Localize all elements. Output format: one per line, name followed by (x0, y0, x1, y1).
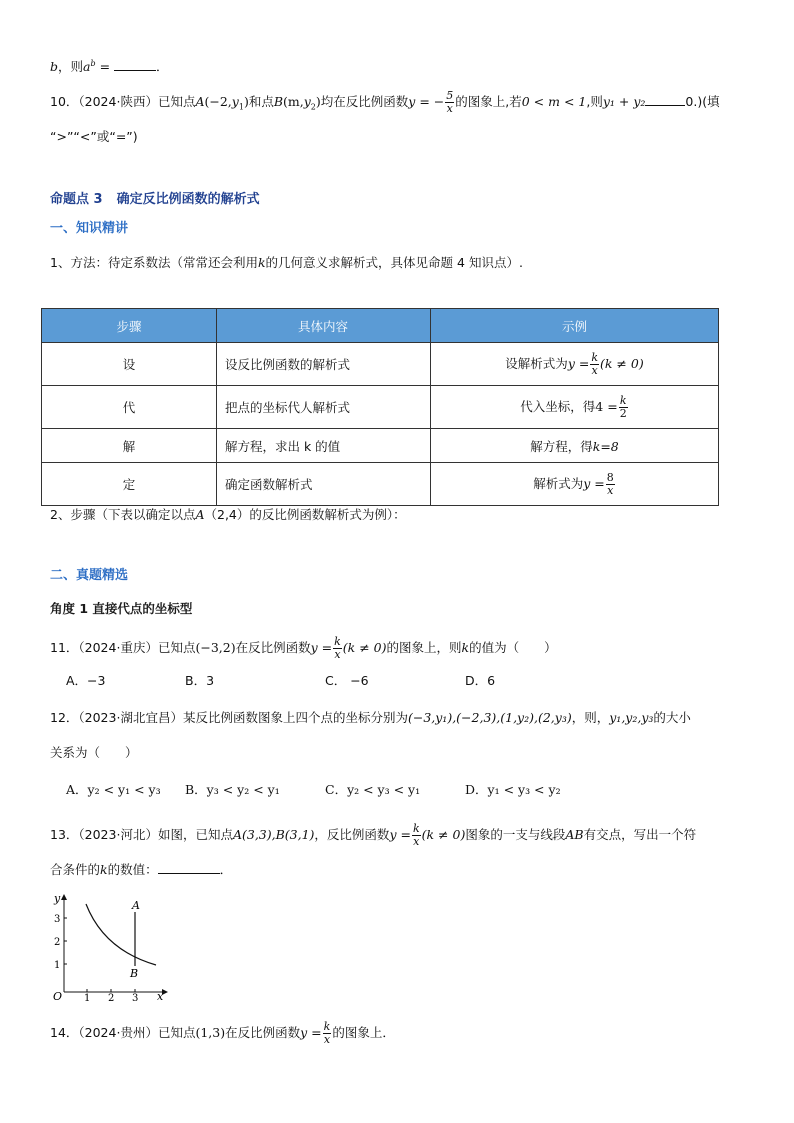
question-12-line-2: 关系为（ ） (50, 745, 138, 760)
point-b-label: B (130, 967, 139, 980)
question-10: 10．（2024·陕西）已知点$A(-2,y_1)$和点$B(m,y_2)$均在反比例函数y = − $\frac{5}{x}$ 的图象上,若0 < m < 1,则y₁ + y₂ 0.)(填 (50, 89, 720, 115)
steps-line: 2、步骤（下表以确定以点A（2,4）的反比例函数解析式为例）： (50, 507, 406, 522)
angle-heading: 角度 1 直接代点的坐标型 (50, 601, 193, 616)
option-b[interactable]: B．3 (185, 673, 215, 688)
steps-table (41, 308, 719, 506)
y-axis-label: y (54, 892, 61, 905)
table-row: 定 确定函数解析式 解析式为y = $\frac{8}{x}$ (42, 463, 719, 506)
origin-label: O (53, 990, 63, 1002)
question-14: 14．（2024·贵州）已知点(1,3)在反比例函数y = $\frac{k}{x}$ 的图象上． (50, 1020, 395, 1046)
section-heading-knowledge: 一、知识精讲 (50, 221, 129, 236)
question-12: 12．（2023·湖北宜昌）某反比例函数图象上四个点的坐标分别为(−3,y₁),(−2,3),(1,y₂),(2,y₃)，则，y₁,y₂,y₃的大小 (50, 710, 691, 725)
x-tick-label: 3 (132, 993, 139, 1002)
point-a-label: A (132, 899, 140, 912)
header-step: 步骤 (42, 309, 217, 343)
table-row: 解 解方程，求出 k 的值 解方程，得k=8 (42, 429, 719, 463)
option-a[interactable]: A．−3 (66, 673, 106, 688)
option-c[interactable]: C． −6 (325, 673, 369, 688)
option-c[interactable]: C．y₂ < y₃ < y₁ (325, 782, 421, 797)
header-example: 示例 (431, 309, 719, 343)
question-13-line-2: 合条件的k的数值： ． (50, 862, 233, 877)
table-row: 代 把点的坐标代人解析式 代入坐标，得4 = $\frac{k}{2}$ (42, 386, 719, 429)
table-row: 设 设反比例函数的解析式 设解析式为y = $\frac{k}{x}$ (k ≠ 0) (42, 343, 719, 386)
y-axis-arrow (61, 894, 67, 900)
question-10-line-2: “>”“<”或“=”) (50, 129, 138, 144)
option-a[interactable]: A．y₂ < y₁ < y₃ (66, 782, 161, 797)
option-d[interactable]: D．6 (465, 673, 496, 688)
var-b: b (50, 59, 59, 75)
topic-heading: 命题点 3 确定反比例函数的解析式 (50, 192, 260, 207)
hyperbola-curve (86, 904, 156, 965)
question-13-graph (46, 890, 176, 1002)
x-axis-label: x (157, 990, 164, 1002)
section-heading-exam: 二、真题精选 (50, 568, 129, 583)
y-tick-label: 3 (54, 914, 61, 925)
x-tick-label: 2 (108, 993, 115, 1002)
question-13: 13．（2023·河北）如图，已知点A(3,3),B(3,1)，反比例函数y = $\frac{k}{x}$ (k ≠ 0)图象的一支与线段AB有交点，写出一个符 (50, 822, 697, 848)
header-content: 具体内容 (217, 309, 431, 343)
answer-blank[interactable] (114, 58, 156, 71)
fraction-5-over-x: $\frac{5}{x}$ (446, 89, 454, 115)
answer-blank[interactable] (645, 93, 685, 106)
option-b[interactable]: B．y₃ < y₂ < y₁ (185, 782, 280, 797)
option-d[interactable]: D．y₁ < y₃ < y₂ (465, 782, 561, 797)
method-line: 1、方法：待定系数法（常常还会利用k的几何意义求解析式，具体见命题 4 知识点）. (50, 255, 523, 270)
answer-blank[interactable] (158, 861, 220, 874)
table-header-row (42, 309, 719, 343)
y-tick-label: 1 (54, 960, 61, 971)
question-11: 11．（2024·重庆）已知点(−3,2)在反比例函数y = $\frac{k}{x}$ (k ≠ 0)的图象上，则k的值为（ ） (50, 635, 557, 661)
x-tick-label: 1 (84, 993, 91, 1002)
previous-question-tail: b，则$a^b$ = ． (50, 59, 169, 75)
y-tick-label: 2 (54, 937, 61, 948)
